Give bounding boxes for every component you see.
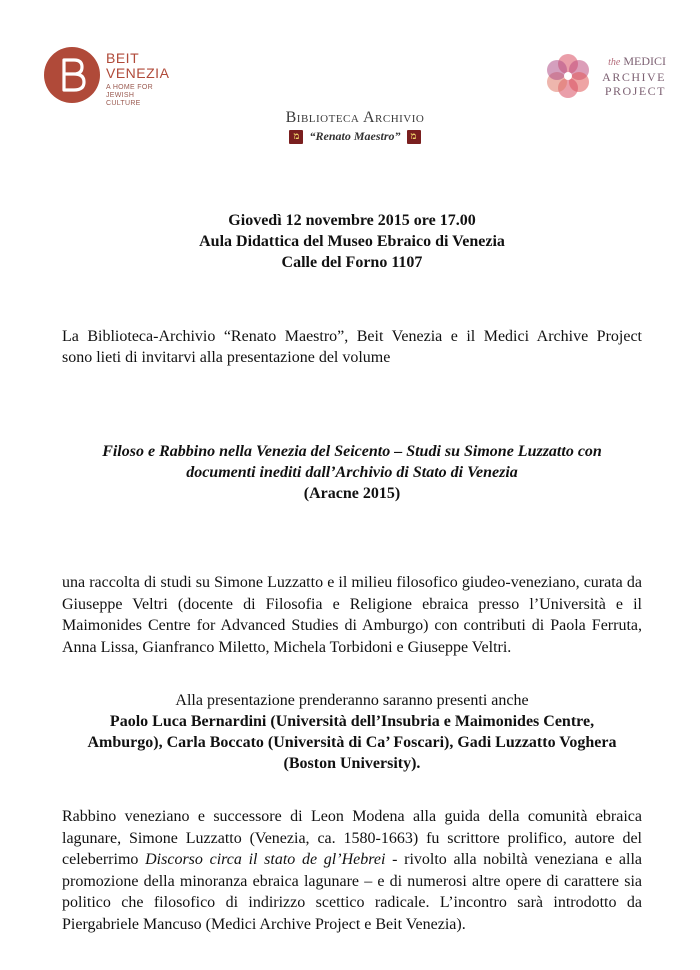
biblioteca-archivio-logo	[250, 109, 460, 144]
intro-line-1: La Biblioteca-Archivio “Renato Maestro”, Beit Venezia e il Medici Archive Project	[62, 328, 642, 345]
event-info	[62, 210, 642, 273]
hebrew-letter-right-icon: מ	[407, 130, 421, 144]
event-place: Aula Didattica del Museo Ebraico di Venezia	[199, 233, 505, 250]
closing-text-part1: Rabbino veneziano e successore di Leon Modena alla guida della comunità ebraica lagunare, Simone Luzzatto (Venezia, ca. 1580-1663) fu scrittore prolifico, autore del celeberrimo	[62, 808, 642, 868]
speakers-line-3: (Boston University).	[283, 755, 421, 772]
biblioteca-title: Biblioteca Archivio	[285, 109, 425, 126]
book-title-block	[62, 441, 642, 504]
speakers-line-2: Amburgo), Carla Boccato (Università di Ca’ Foscari), Gadi Luzzatto Voghera	[87, 734, 617, 751]
speakers-intro: Alla presentazione prenderanno saranno presenti anche	[175, 692, 529, 709]
book-title-line-2: documenti inediti dall’Archivio di Stato di Venezia	[186, 464, 518, 481]
medici-flower-icon	[544, 52, 592, 100]
intro-line-2: sono lieti di invitarvi alla presentazione del volume	[62, 349, 391, 366]
beit-venezia-logo	[44, 47, 184, 107]
description-paragraph: una raccolta di studi su Simone Luzzatto e il milieu filosofico giudeo-veneziano, curata da Giuseppe Veltri (docente di Filosofia e Religione ebraica presso l’Università e il Maimonides Centre for Advanced Studies di Amburgo) con contributi di Paola Ferruta, Anna Lissa, Gianfranco Miletto, Michela Torbidoni e Giuseppe Veltri.	[62, 574, 642, 656]
beit-b-icon	[44, 47, 100, 103]
speakers-line-1: Paolo Luca Bernardini (Università dell’Insubria e Maimonides Centre,	[109, 713, 595, 730]
medici-logo-line2: ARCHIVE	[602, 70, 666, 84]
medici-logo-the: the	[608, 57, 621, 68]
book-publisher: (Aracne 2015)	[303, 485, 401, 502]
event-address: Calle del Forno 1107	[281, 254, 423, 271]
speakers-block	[62, 690, 642, 774]
event-date: Giovedì 12 novembre 2015 ore 17.00	[228, 212, 476, 229]
medici-archive-logo	[544, 52, 674, 108]
medici-logo-line3: PROJECT	[604, 84, 666, 98]
closing-book-title: Discorso circa il stato de gl’Hebrei	[145, 851, 386, 868]
medici-logo-line1	[598, 54, 666, 70]
biblioteca-subtitle: “Renato Maestro”	[309, 129, 401, 143]
closing-paragraph	[62, 806, 642, 935]
medici-logo-medici: MEDICI	[623, 54, 666, 68]
hebrew-letter-left-icon: מ	[289, 130, 303, 144]
beit-logo-word2: VENEZIA	[106, 65, 170, 81]
beit-logo-tagline: A HOME FOR JEWISH CULTURE	[106, 84, 153, 107]
book-title-line-1: Filoso e Rabbino nella Venezia del Seicento – Studi su Simone Luzzatto con	[102, 443, 602, 460]
beit-logo-word1: BEIT	[106, 50, 140, 66]
closing-text-part2: - rivolto alla nobiltà veneziana e alla promozione della minoranza ebraica lagunare – e di numerosi altre opere di carattere sia politico che filosofico di indirizzo scettico radicale. L’incontro sarà introdotto da Piergabriele Mancuso (Medici Archive Project e Beit Venezia).	[62, 851, 642, 933]
intro-paragraph	[62, 326, 642, 368]
